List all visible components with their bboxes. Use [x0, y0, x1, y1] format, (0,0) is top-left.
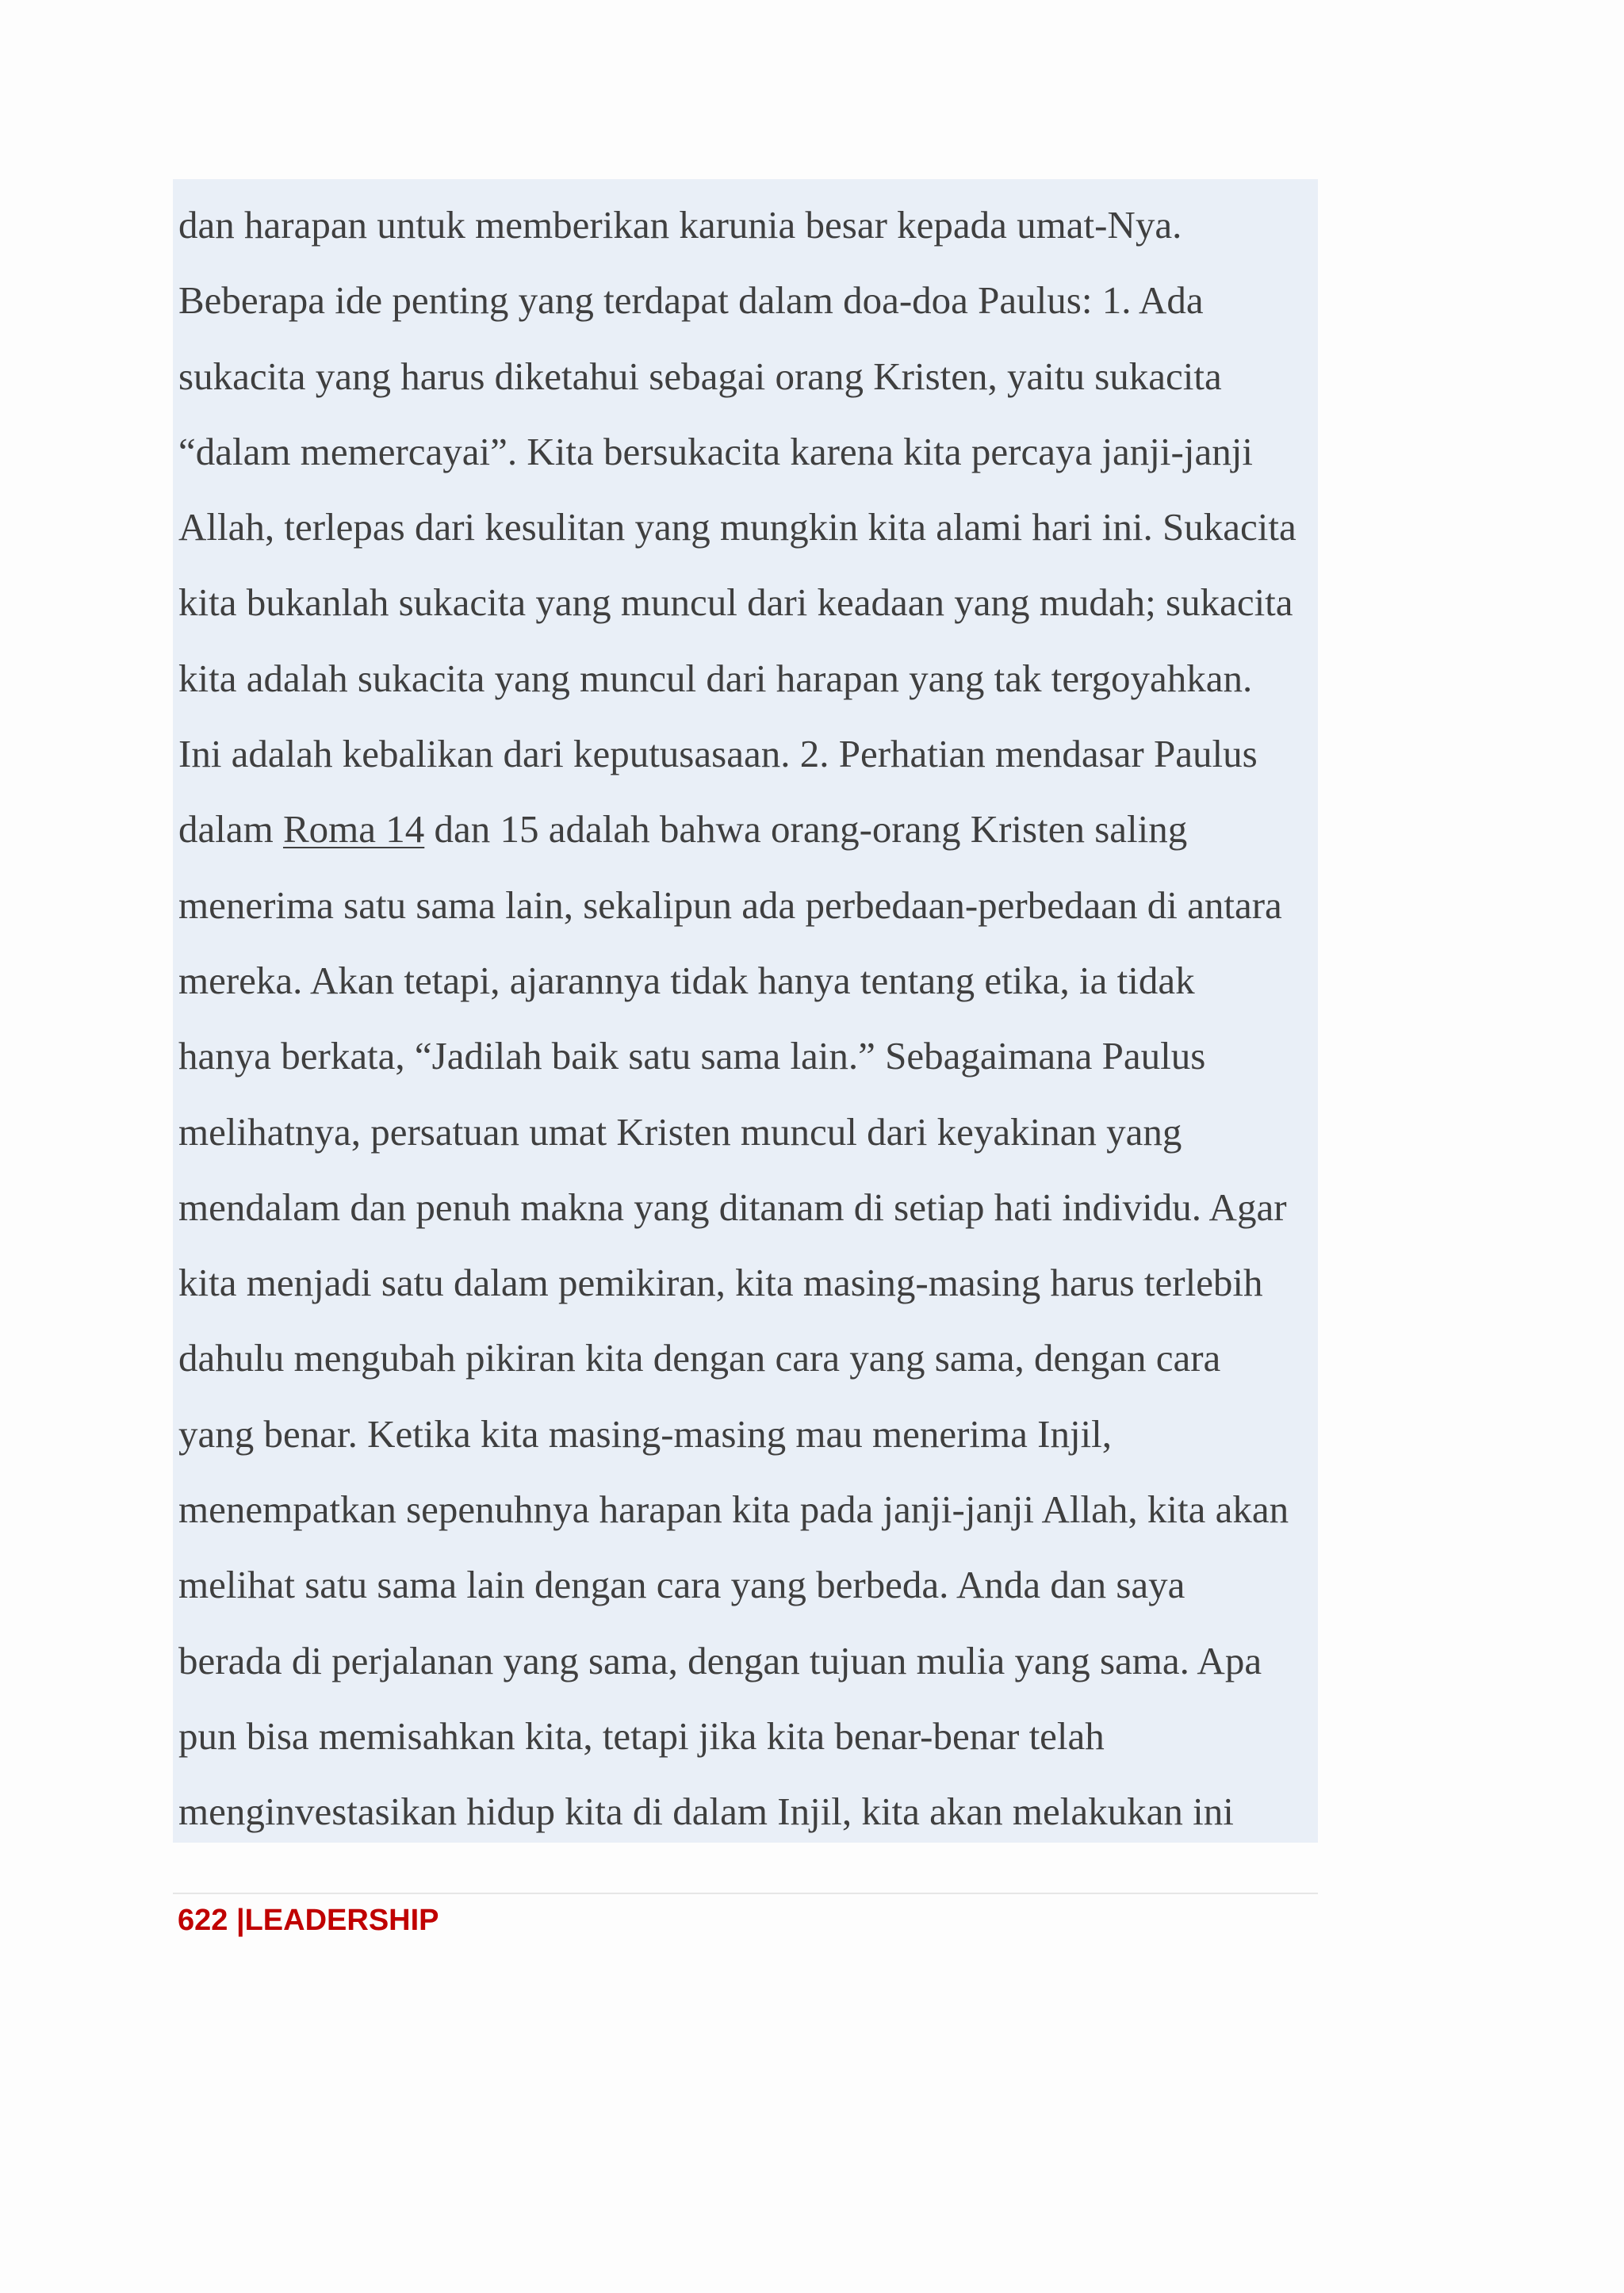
- body-line-12: hanya berkata, “Jadilah baik satu sama lain.” Sebagaimana Paulus: [178, 1034, 1206, 1078]
- body-line-22: menginvestasikan hidup kita di dalam Injil, kita akan melakukan ini: [178, 1790, 1234, 1834]
- body-line-7: kita adalah sukacita yang muncul dari harapan yang tak tergoyahkan.: [178, 656, 1253, 700]
- body-line-18: menempatkan sepenuhnya harapan kita pada janji-janji Allah, kita akan: [178, 1487, 1289, 1532]
- body-line-3: sukacita yang harus diketahui sebagai orang Kristen, yaitu sukacita: [178, 354, 1222, 398]
- body-line-8: Ini adalah kebalikan dari keputusasaan. 2. Perhatian mendasar Paulus: [178, 732, 1258, 776]
- body-line-14: mendalam dan penuh makna yang ditanam di setiap hati individu. Agar: [178, 1185, 1287, 1229]
- body-line-6: kita bukanlah sukacita yang muncul dari keadaan yang mudah; sukacita: [178, 580, 1293, 625]
- roma-14-link[interactable]: Roma 14: [282, 807, 425, 852]
- body-line-13: melihatnya, persatuan umat Kristen muncul dari keyakinan yang: [178, 1109, 1182, 1154]
- body-line-17: yang benar. Ketika kita masing-masing mau menerima Injil,: [178, 1411, 1113, 1456]
- body-line-4: “dalam memercayai”. Kita bersukacita karena kita percaya janji-janji: [178, 429, 1253, 473]
- body-line-19: melihat satu sama lain dengan cara yang berbeda. Anda dan saya: [178, 1563, 1185, 1607]
- page-footer-label: 622 |LEADERSHIP: [178, 1904, 439, 1937]
- body-text-block: [173, 179, 1318, 1843]
- body-line-15: kita menjadi satu dalam pemikiran, kita masing-masing harus terlebih: [178, 1261, 1263, 1305]
- body-line-1: dan harapan untuk memberikan karunia besar kepada umat-Nya.: [178, 203, 1182, 247]
- body-line-9: [178, 783, 1318, 859]
- body-line-21: pun bisa memisahkan kita, tetapi jika kita benar-benar telah: [178, 1713, 1105, 1758]
- body-line-5: Allah, terlepas dari kesulitan yang mungkin kita alami hari ini. Sukacita: [178, 505, 1297, 549]
- body-line-16: dahulu mengubah pikiran kita dengan cara yang sama, dengan cara: [178, 1336, 1221, 1380]
- body-line-9-after: dan 15 adalah bahwa orang-orang Kristen saling: [424, 807, 1188, 852]
- body-line-2: Beberapa ide penting yang terdapat dalam doa-doa Paulus: 1. Ada: [178, 278, 1204, 323]
- body-line-11: mereka. Akan tetapi, ajarannya tidak hanya tentang etika, ia tidak: [178, 958, 1195, 1002]
- footer-divider: [173, 1893, 1318, 1894]
- body-line-20: berada di perjalanan yang sama, dengan tujuan mulia yang sama. Apa: [178, 1638, 1262, 1682]
- body-line-10: menerima satu sama lain, sekalipun ada perbedaan-perbedaan di antara: [178, 882, 1282, 927]
- body-line-9-before: dalam: [178, 807, 283, 852]
